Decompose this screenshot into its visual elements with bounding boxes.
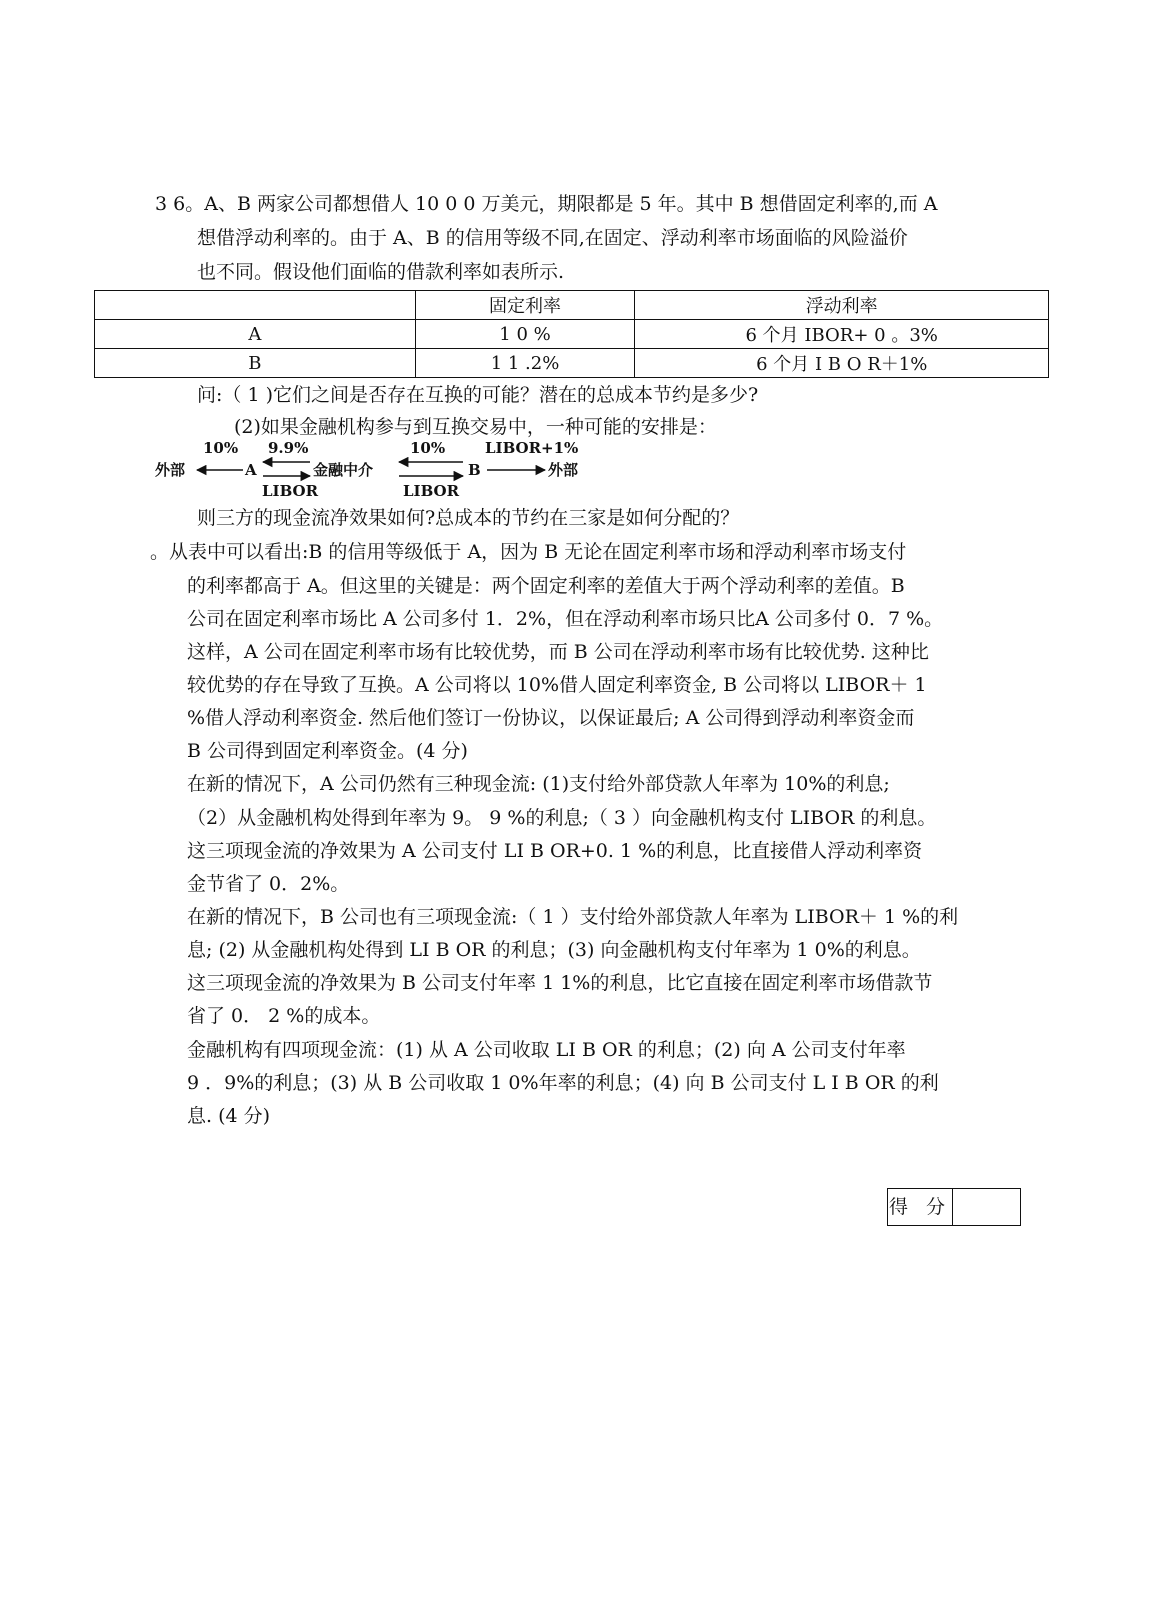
- table-row: [95, 320, 1049, 349]
- answer-line-2: 的利率都高于 A。但这里的关键是：两个固定利率的差值大于两个浮动利率的差值。B: [187, 575, 905, 597]
- answer-line-6: %借人浮动利率资金. 然后他们签订一份协议，以保证最后; A 公司得到浮动利率资金而: [187, 707, 915, 729]
- score-label: 得 分: [888, 1189, 953, 1225]
- table-cell: B: [95, 349, 416, 378]
- answer-line-8: 在新的情况下，A 公司仍然有三种现金流: (1)支付给外部贷款人年率为 10%的利息;: [187, 773, 890, 795]
- label-10-left: 10%: [203, 440, 239, 457]
- table-cell: 6 个月 I B O R＋1%: [635, 349, 1049, 378]
- table-cell: A: [95, 320, 416, 349]
- answer-line-13: 息; (2) 从金融机构处得到 LI B OR 的利息；(3) 向金融机构支付年率为 1 0%的利息。: [187, 939, 921, 961]
- question-line-1: 3 6。A、B 两家公司都想借人 10 0 0 万美元，期限都是 5 年。其中 B 想借固定利率的,而 A: [155, 193, 938, 215]
- answer-line-11: 金节省了 0．2%。: [187, 873, 350, 895]
- answer-line-16: 金融机构有四项现金流：(1) 从 A 公司收取 LI B OR 的利息；(2) 向 A 公司支付年率: [187, 1039, 906, 1061]
- answer-line-10: 这三项现金流的净效果为 A 公司支付 LI B OR+0. 1 %的利息，比直接借人浮动利率资: [187, 840, 923, 862]
- question-line-3: 也不同。假设他们面临的借款利率如表所示.: [197, 261, 565, 283]
- score-box: [887, 1188, 1021, 1226]
- table-cell: 1 1 .2%: [415, 349, 635, 378]
- node-a: A: [245, 461, 257, 479]
- answer-line-7: B 公司得到固定利率资金。(4 分): [187, 740, 468, 762]
- sub-question-3: 则三方的现金流净效果如何?总成本的节约在三家是如何分配的？: [197, 507, 740, 529]
- label-libor-plus: LIBOR+1%: [485, 440, 579, 457]
- answer-line-18: 息. (4 分): [187, 1105, 271, 1127]
- answer-line-15: 省了 0． 2 %的成本。: [187, 1005, 381, 1027]
- label-libor-right: LIBOR: [403, 482, 460, 500]
- table-header-row: [95, 291, 1049, 320]
- answer-line-9: （2）从金融机构处得到年率为 9。 9 %的利息;（ 3 ）向金融机构支付 LIBOR 的利息。: [187, 807, 937, 829]
- label-9-9: 9.9%: [268, 440, 309, 457]
- answer-line-5: 较优势的存在导致了互换。A 公司将以 10%借人固定利率资金, B 公司将以 LIBOR＋ 1: [187, 674, 927, 696]
- node-intermediary: 金融中介: [313, 461, 374, 479]
- answer-line-3: 公司在固定利率市场比 A 公司多付 1．2%，但在浮动利率市场只比A 公司多付 0．7 %。: [187, 608, 944, 630]
- answer-line-1: 。从表中可以看出:B 的信用等级低于 A，因为 B 无论在固定利率市场和浮动利率市场支付: [150, 541, 907, 563]
- table-cell: 1 0 %: [415, 320, 635, 349]
- table-header-cell: [95, 291, 416, 320]
- score-value-field[interactable]: [953, 1189, 1020, 1225]
- table-header-cell: 固定利率: [415, 291, 635, 320]
- node-external-right: 外部: [548, 461, 579, 479]
- question-line-2: 想借浮动利率的。由于 A、B 的信用等级不同,在固定、浮动利率市场面临的风险溢价: [197, 227, 908, 249]
- table-row: [95, 349, 1049, 378]
- swap-flow-diagram: [155, 440, 615, 500]
- node-b: B: [468, 461, 481, 479]
- rate-table: [94, 290, 1049, 378]
- node-external-left: 外部: [155, 461, 186, 479]
- label-libor-left: LIBOR: [262, 482, 319, 500]
- table-cell: 6 个月 IBOR+ 0 。3%: [635, 320, 1049, 349]
- answer-line-12: 在新的情况下，B 公司也有三项现金流:（ 1 ）支付给外部贷款人年率为 LIBOR＋ 1 %的利: [187, 906, 959, 928]
- sub-question-2: (2)如果金融机构参与到互换交易中，一种可能的安排是：: [234, 416, 717, 438]
- answer-line-17: 9 ．9%的利息；(3) 从 B 公司收取 1 0%年率的利息；(4) 向 B 公司支付 L I B OR 的利: [187, 1072, 939, 1094]
- sub-question-1: 问:（ 1 )它们之间是否存在互换的可能？潜在的总成本节约是多少?: [197, 384, 759, 406]
- answer-line-4: 这样，A 公司在固定利率市场有比较优势，而 B 公司在浮动利率市场有比较优势. 这种比: [187, 641, 929, 663]
- answer-line-14: 这三项现金流的净效果为 B 公司支付年率 1 1%的利息，比它直接在固定利率市场借款节: [187, 972, 933, 994]
- table-header-cell: 浮动利率: [635, 291, 1049, 320]
- label-10-right: 10%: [410, 440, 446, 457]
